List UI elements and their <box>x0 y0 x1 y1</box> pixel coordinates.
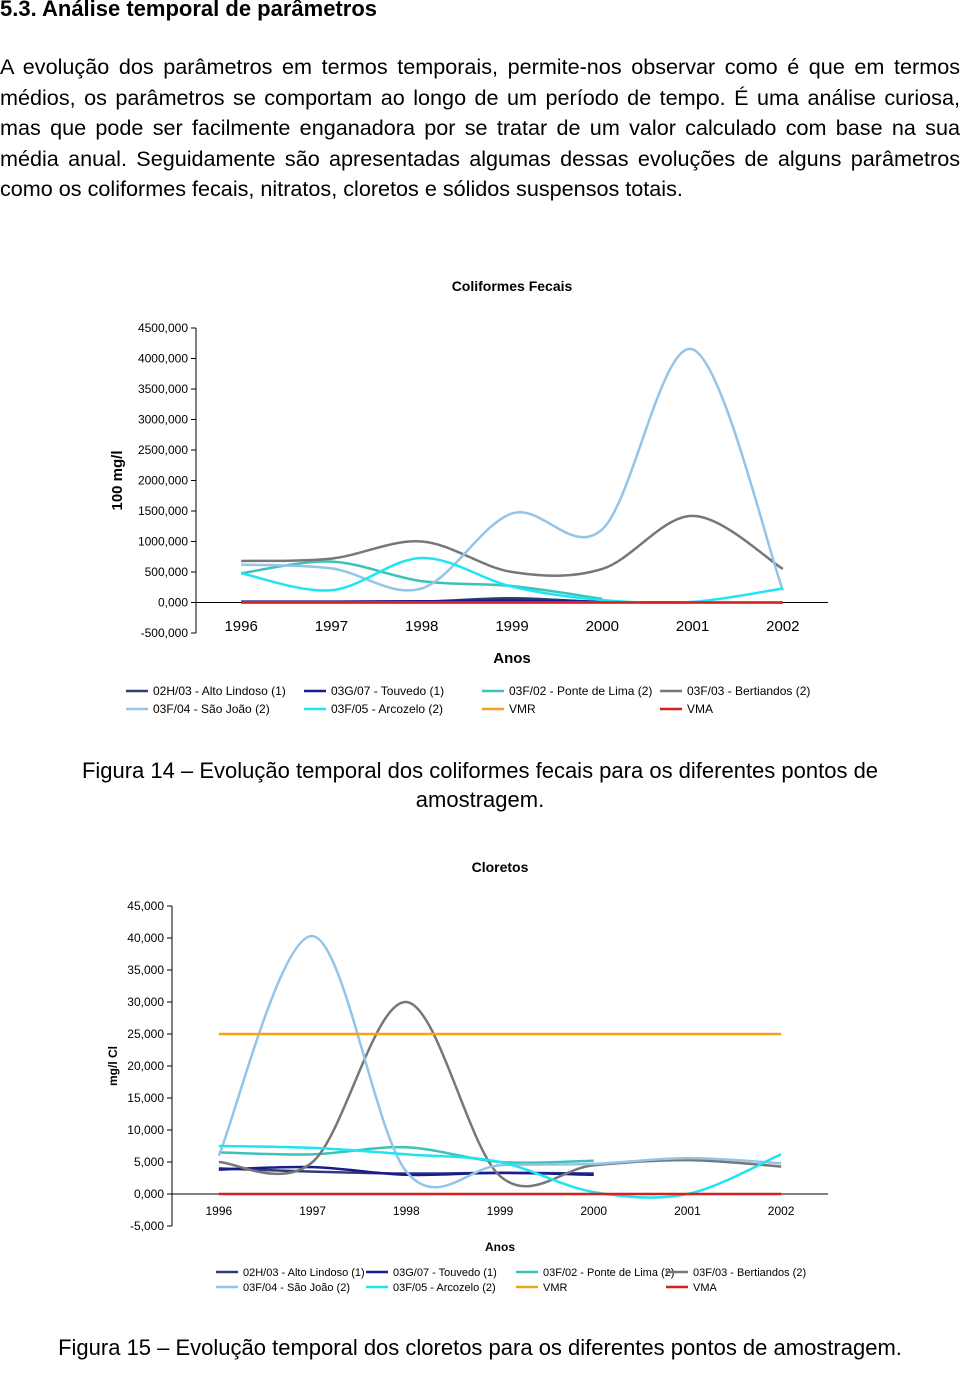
y-tick-label: 0,000 <box>157 595 188 610</box>
y-tick-label: 4000,000 <box>137 351 188 366</box>
cloretos-chart <box>0 848 960 1308</box>
legend-label-02h-03-alto-lindoso-1: 02H/03 - Alto Lindoso (1) <box>153 684 286 698</box>
y-tick-label: 30,000 <box>127 995 164 1009</box>
x-tick-label: 1999 <box>486 1204 514 1218</box>
legend-label-03f-03-bertiandos-2: 03F/03 - Bertiandos (2) <box>687 684 811 698</box>
x-tick-label: 1997 <box>299 1204 326 1218</box>
chart-title: Coliformes Fecais <box>451 278 573 294</box>
x-tick-label: 1996 <box>205 1204 233 1218</box>
y-tick-label: 20,000 <box>127 1059 164 1073</box>
x-tick-label: 1997 <box>314 618 349 635</box>
legend-label-03g-07-touvedo-1: 03G/07 - Touvedo (1) <box>331 684 445 698</box>
y-tick-label: 3500,000 <box>137 382 188 396</box>
y-tick-label: 500,000 <box>144 565 188 579</box>
x-tick-label: 1998 <box>405 618 439 635</box>
legend-label-03f-05-arcozelo-2: 03F/05 - Arcozelo (2) <box>331 702 444 716</box>
x-tick-label: 2001 <box>674 1204 701 1218</box>
legend-label-03f-04-sao-joao-2: 03F/04 - São João (2) <box>243 1282 351 1294</box>
legend-label-03f-04-sao-joao-2: 03F/04 - São João (2) <box>153 702 270 716</box>
body-paragraph: A evolução dos parâmetros em termos temporais, permite-nos observar como é que em termos médios, os parâmetros se comportam ao longo de um período de tempo. É uma análise curiosa, mas que pode ser facilmente enganadora por se tratar de um valor calculado com base na sua média anual. Seguidamente são apresentadas algumas dessas evoluções de alguns parâmetros como os coliformes fecais, nitratos, cloretos e sólidos suspensos totais. <box>0 54 960 201</box>
x-tick-label: 2001 <box>675 618 710 635</box>
legend-label-vma: VMA <box>693 1282 717 1294</box>
legend-label-vma: VMA <box>687 702 714 716</box>
x-tick-label: 1996 <box>224 618 258 635</box>
series-line-03f-04-sao-joao-2 <box>241 349 783 591</box>
x-axis-title: Anos <box>485 1240 515 1254</box>
x-tick-label: 2002 <box>767 1204 795 1218</box>
legend-label-03f-03-bertiandos-2: 03F/03 - Bertiandos (2) <box>693 1267 807 1279</box>
y-tick-label: 0,000 <box>133 1187 164 1201</box>
x-axis-title: Anos <box>493 650 531 667</box>
x-tick-label: 1999 <box>495 618 529 635</box>
x-tick-label: 2000 <box>585 618 619 635</box>
figure-15-caption: Figura 15 – Evolução temporal dos cloretos para os diferentes pontos de amostragem. <box>58 1335 902 1360</box>
y-axis-title: mg/l Cl <box>106 1045 120 1087</box>
legend-label-03g-07-touvedo-1: 03G/07 - Touvedo (1) <box>393 1267 497 1279</box>
y-tick-label: 40,000 <box>127 931 164 945</box>
y-tick-label: 45,000 <box>127 899 164 913</box>
x-tick-label: 1998 <box>392 1204 420 1218</box>
legend-label-vmr: VMR <box>509 702 536 716</box>
y-tick-label: 3000,000 <box>137 412 188 427</box>
x-tick-label: 2000 <box>580 1204 608 1218</box>
x-tick-label: 2002 <box>766 618 800 635</box>
y-tick-label: 15,000 <box>127 1091 164 1105</box>
y-tick-label: 4500,000 <box>137 321 188 335</box>
y-tick-label: 2000,000 <box>137 473 188 488</box>
y-tick-label: -500,000 <box>140 626 188 640</box>
legend-label-03f-05-arcozelo-2: 03F/05 - Arcozelo (2) <box>393 1282 496 1294</box>
y-tick-label: 35,000 <box>127 963 164 977</box>
chart-title: Cloretos <box>471 859 529 875</box>
y-tick-label: 1000,000 <box>137 534 188 549</box>
section-heading: 5.3. Análise temporal de parâmetros <box>0 0 377 21</box>
legend-label-vmr: VMR <box>543 1282 568 1294</box>
y-tick-label: 10,000 <box>127 1123 164 1137</box>
legend-label-03f-02-ponte-de-lima-2: 03F/02 - Ponte de Lima (2) <box>509 684 653 698</box>
legend-label-03f-02-ponte-de-lima-2: 03F/02 - Ponte de Lima (2) <box>543 1267 675 1279</box>
figure-14-caption: Figura 14 – Evolução temporal dos coliformes fecais para os diferentes pontos de amostragem. <box>81 758 879 812</box>
y-tick-label: 5,000 <box>133 1155 164 1169</box>
y-tick-label: 2500,000 <box>137 443 188 457</box>
y-axis-title: 100 mg/l <box>109 450 126 511</box>
y-tick-label: -5,000 <box>129 1219 164 1233</box>
y-tick-label: 1500,000 <box>137 504 188 518</box>
legend-label-02h-03-alto-lindoso-1: 02H/03 - Alto Lindoso (1) <box>243 1267 365 1279</box>
y-tick-label: 25,000 <box>127 1027 164 1041</box>
coliformes-fecais-chart <box>0 265 960 725</box>
series-line-03f-04-sao-joao-2 <box>219 936 781 1187</box>
series-line-03f-05-arcozelo-2 <box>241 558 783 603</box>
